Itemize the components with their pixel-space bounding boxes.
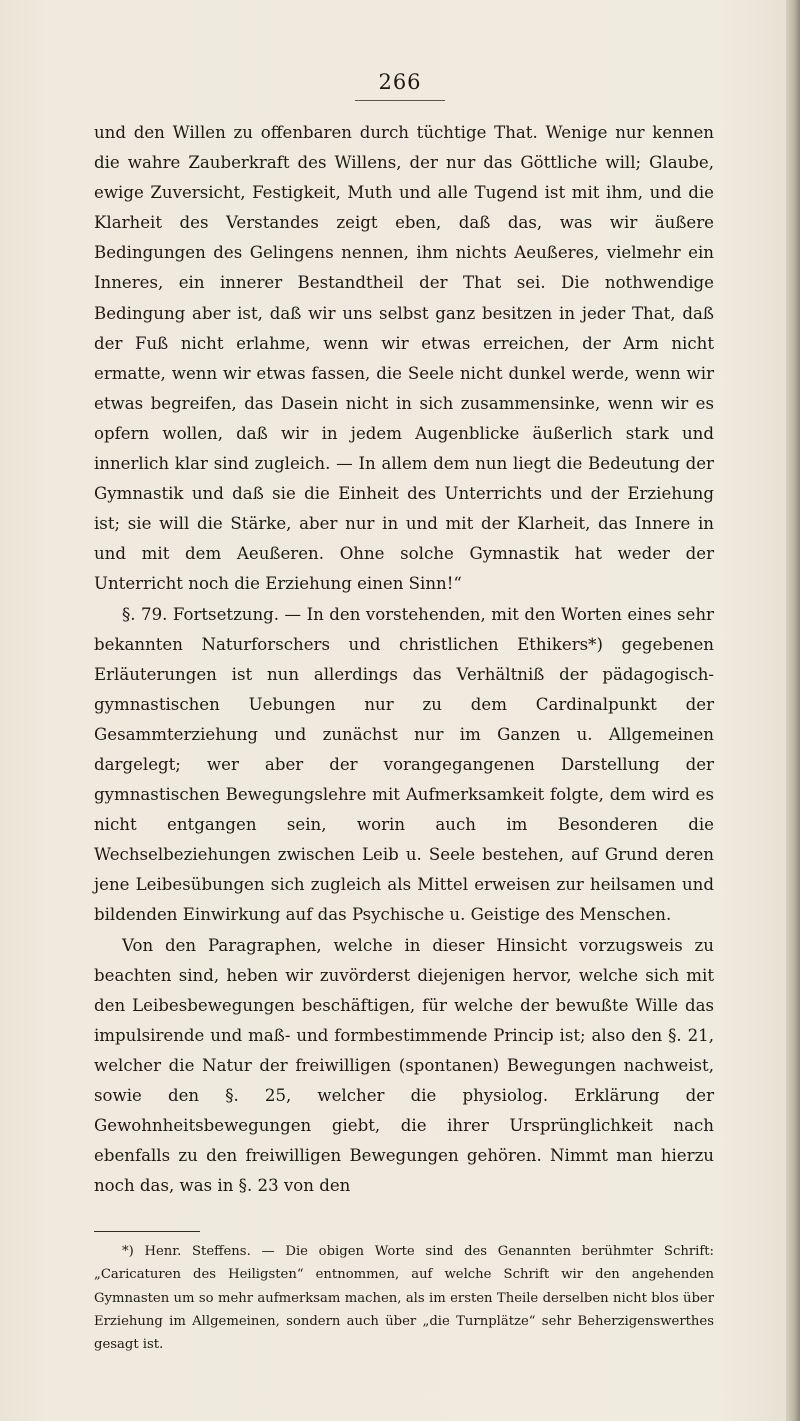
page-number: 266: [378, 70, 422, 94]
footnote-rule: [94, 1231, 200, 1232]
paragraph-continuation: und den Willen zu offenbaren durch tüchtige That. Wenige nur kennen die wahre Zauberkraft des Willens, der nur das Göttliche will; Glaube, ewige Zuversicht, Festigkeit, Muth und alle Tugend ist mit ihm, und die Klarheit des Verstandes zeigt eben, daß das, was wir äußere Bedingungen des Gelingens nennen, ihm nichts Aeußeres, vielmehr ein Inneres, ein innerer Bestandtheil der That sei. Die nothwendige Bedingung aber ist, daß wir uns selbst ganz besitzen in jeder That, daß der Fuß nicht erlahme, wenn wir etwas erreichen, der Arm nicht ermatte, wenn wir etwas fassen, die Seele nicht dunkel werde, wenn wir etwas begreifen, das Dasein nicht in sich zusammensinke, wenn wir es opfern wollen, daß wir in jedem Augenblicke äußerlich stark und innerlich klar sind zugleich. — In allem dem nun liegt die Bedeutung der Gymnastik und daß sie die Einheit des Unterrichts und der Erziehung ist; sie will die Stärke, aber nur in und mit der Klarheit, das Innere in und mit dem Aeußeren. Ohne solche Gymnastik hat weder der Unterricht noch die Erziehung einen Sinn!“: [94, 123, 714, 594]
footnote-text: *) Henr. Steffens. — Die obigen Worte sind des Genannten berühmter Schrift: „Caricaturen des Heiligsten“ entnommen, auf welche Schrift wir den angehenden Gymnasten um so mehr aufmerksam machen, als im ersten Theile derselben nicht blos über Erziehung im Allgemeinen, sondern auch über „die Turnplätze“ sehr Beherzigenswerthes gesagt ist.: [94, 1244, 714, 1353]
footnote: [94, 1240, 714, 1356]
page-number-rule: [355, 100, 445, 101]
page-edge-shadow: [786, 0, 800, 1421]
paragraph-paragraphs-reference: Von den Paragraphen, welche in dieser Hinsicht vorzugsweis zu beachten sind, heben wir zuvörderst diejenigen hervor, welche sich mit den Leibesbewegungen beschäftigen, für welche der bewußte Wille das impulsirende und maß- und formbestimmende Princip ist; also den §. 21, welcher die Natur der freiwilligen (spontanen) Bewegungen nachweist, sowie den §. 25, welcher die physiolog. Erklärung der Gewohnheitsbewegungen giebt, die ihrer Ursprünglichkeit nach ebenfalls zu den freiwilligen Bewegungen gehören. Nimmt man hierzu noch das, was in §. 23 von den: [94, 935, 714, 1196]
paragraph-section-79: §. 79. Fortsetzung. — In den vorstehenden, mit den Worten eines sehr bekannten Naturforschers und christlichen Ethikers*) gegebenen Erläuterungen ist nun allerdings das Verhältniß der pädagogisch-gymnastischen Uebungen nur zu dem Cardinalpunkt der Gesammterziehung und zunächst nur im Ganzen u. Allgemeinen dargelegt; wer aber der vorangegangenen Darstellung der gymnastischen Bewegungslehre mit Aufmerksamkeit folgte, dem wird es nicht entgangen sein, worin auch im Besonderen die Wechselbeziehungen zwischen Leib u. Seele bestehen, auf Grund deren jene Leibesübungen sich zugleich als Mittel erweisen zur heilsamen und bildenden Einwirkung auf das Psychische u. Geistige des Menschen.: [94, 604, 714, 925]
body-text: [94, 118, 714, 1201]
